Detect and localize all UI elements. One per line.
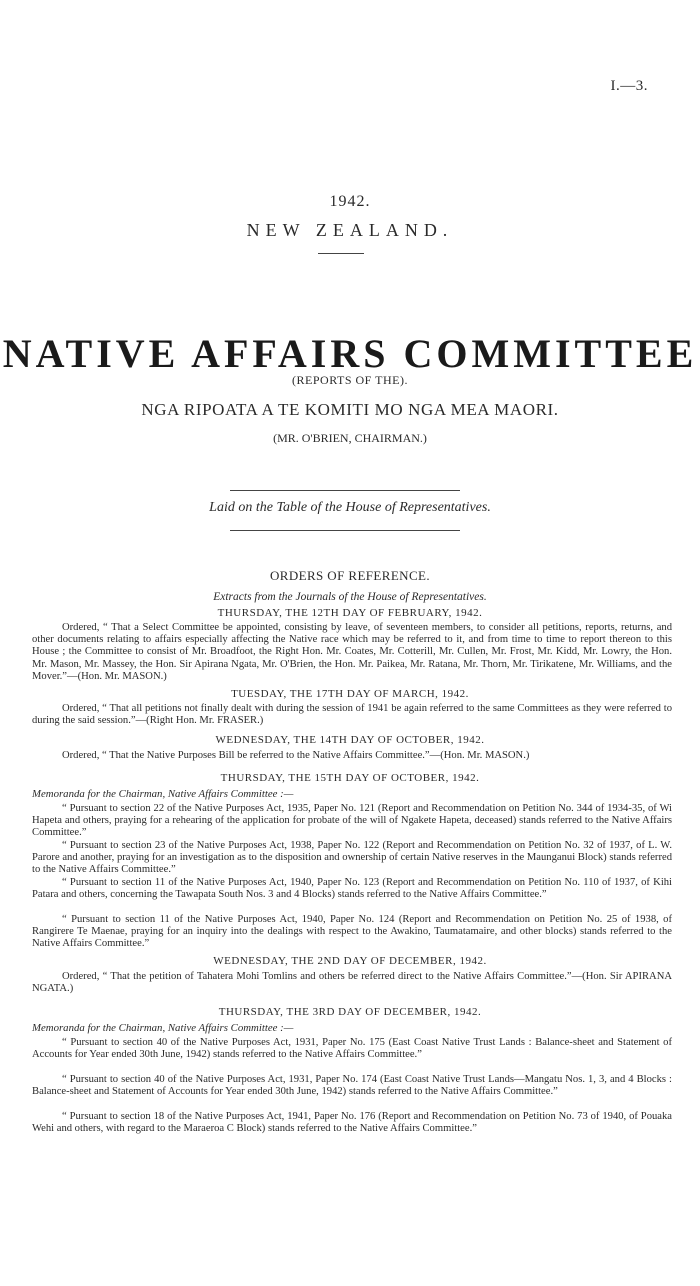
divider-top: [318, 253, 364, 254]
memoranda-heading: Memoranda for the Chairman, Native Affairs Committee :—: [32, 1022, 294, 1034]
memo-paragraph: “ Pursuant to section 23 of the Native Purposes Act, 1938, Paper No. 122 (Report and Recommendation on Petition No. 32 of 1937, of L. W. Parore and another, praying for an investigation as to the disposition and ownership of certain Native reserves in the Maunganui Block) stands referred to the Native Affairs Committee.”: [32, 840, 672, 876]
memo-paragraph: “ Pursuant to section 40 of the Native Purposes Act, 1931, Paper No. 174 (East Coast Native Trust Lands—Mangatu Nos. 1, 3, and 4 Blocks : Balance-sheet and Statement of Accounts for Year ended 30th June, 1942) stands referred to the Native Affairs Committee.”: [32, 1074, 672, 1098]
laid-on-table: Laid on the Table of the House of Representatives.: [209, 500, 491, 515]
divider-laid-top: [230, 490, 460, 491]
document-subtitle: (REPORTS OF THE).: [292, 373, 408, 387]
order-paragraph: Ordered, “ That the petition of Tahatera Mohi Tomlins and others be referred direct to the Native Affairs Committee.”—(Hon. Sir APIRANA NGATA.): [32, 971, 672, 995]
entry-date: THURSDAY, THE 12TH DAY OF FEBRUARY, 1942.: [217, 607, 483, 619]
memo-paragraph: “ Pursuant to section 11 of the Native Purposes Act, 1940, Paper No. 124 (Report and Recommendation on Petition No. 25 of 1938, of Rangirere Te Maenae, praying for an inquiry into the dealings with respect to the Awakino, Taumatamaire, and other blocks) stands referred to the Native Affairs Committee.”: [32, 914, 672, 950]
orders-heading: ORDERS OF REFERENCE.: [269, 568, 431, 583]
memo-paragraph: “ Pursuant to section 18 of the Native Purposes Act, 1941, Paper No. 176 (Report and Recommendation on Petition No. 73 of 1940, of Pouaka Wehi and others, with regard to the Maraeroa C Block) stands referred to the Native Affairs Committee.”: [32, 1111, 672, 1135]
country-heading: NEW ZEALAND.: [246, 220, 454, 240]
entry-date: TUESDAY, THE 17TH DAY OF MARCH, 1942.: [231, 688, 469, 700]
memo-paragraph: “ Pursuant to section 22 of the Native Purposes Act, 1935, Paper No. 121 (Report and Recommendation on Petition No. 344 of 1934-35, of Wi Hapeta and others, praying for a rehearing of the application for probate of the will of Ngakete Hapeta, deceased) stands referred to the Native Affairs Committee.”: [32, 803, 672, 839]
year: 1942.: [329, 193, 371, 210]
memoranda-heading: Memoranda for the Chairman, Native Affairs Committee :—: [32, 788, 294, 800]
document-title: NATIVE AFFAIRS COMMITTEE: [2, 331, 698, 376]
order-paragraph: Ordered, “ That a Select Committee be appointed, consisting by leave, of seventeen members, to consider all petitions, reports, returns, and other documents relating to affairs especially affecting the Native race which may be referred to it, and from time to time to report thereon to this House ; the Committee to consist of Mr. Broadfoot, the Right Hon. Mr. Coates, Mr. Cotterill, Mr. Cullen, Mr. Frost, Mr. Kidd, Mr. Lowry, the Hon. Mr. Mason, Mr. Massey, the Hon. Sir Apirana Ngata, Mr. O'Brien, the Hon. Mr. Paikea, Mr. Ratana, Mr. Thorn, Mr. Tirikatene, Mr. Williams, and the Mover.”—(Hon. Mr. MASON.): [32, 622, 672, 682]
entry-date: THURSDAY, THE 15TH DAY OF OCTOBER, 1942.: [220, 772, 480, 784]
paper-reference: I.—3.: [610, 78, 648, 94]
entry-date: WEDNESDAY, THE 14TH DAY OF OCTOBER, 1942.: [215, 734, 485, 746]
entry-date: THURSDAY, THE 3RD DAY OF DECEMBER, 1942.: [218, 1006, 482, 1018]
order-paragraph: Ordered, “ That the Native Purposes Bill be referred to the Native Affairs Committee.”—(Hon. Mr. MASON.): [62, 750, 530, 761]
divider-laid-bottom: [230, 530, 460, 531]
order-paragraph: Ordered, “ That all petitions not finally dealt with during the session of 1941 be again referred to the same Committees as they were referred to during the said session.”—(Right Hon. Mr. FRASER.): [32, 703, 672, 727]
maori-title: NGA RIPOATA A TE KOMITI MO NGA MEA MAORI.: [141, 400, 559, 419]
extracts-line: Extracts from the Journals of the House of Representatives.: [213, 591, 487, 603]
chairman-line: (MR. O'BRIEN, CHAIRMAN.): [273, 431, 427, 445]
memo-paragraph: “ Pursuant to section 11 of the Native Purposes Act, 1940, Paper No. 123 (Report and Recommendation on Petition No. 110 of 1937, of Kihi Patara and others, concerning the Tawapata South Nos. 3 and 4 Blocks) stands referred to the Native Affairs Committee.”: [32, 877, 672, 901]
entry-date: WEDNESDAY, THE 2ND DAY OF DECEMBER, 1942.: [213, 955, 487, 967]
memo-paragraph: “ Pursuant to section 40 of the Native Purposes Act, 1931, Paper No. 175 (East Coast Native Trust Lands : Balance-sheet and Statement of Accounts for Year ended 30th June, 1942) stands referred to the Native Affairs Committee.”: [32, 1037, 672, 1061]
